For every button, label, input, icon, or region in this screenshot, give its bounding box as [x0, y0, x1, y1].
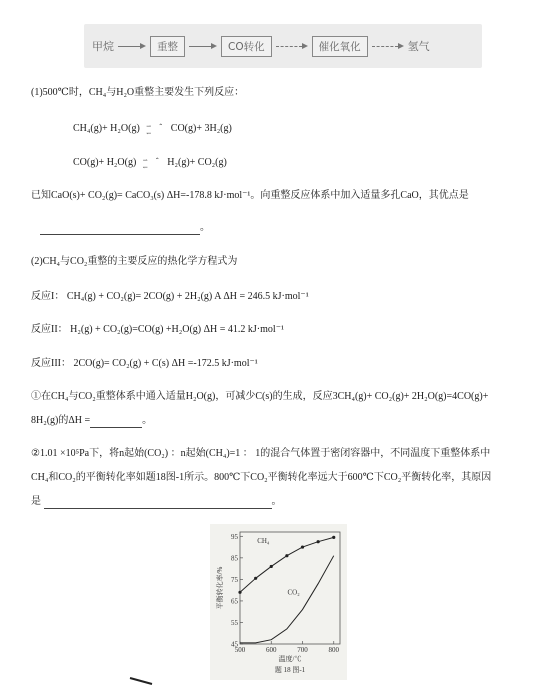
ch4-point [238, 591, 241, 594]
ch4-point [317, 540, 320, 543]
flow-arrow-dashed [372, 43, 404, 49]
q1-equation-1 [73, 122, 232, 136]
y-axis-label: 平衡转化率/% [216, 566, 224, 610]
series-line-co2 [240, 556, 334, 643]
q2-sub2-line1: ②1.01 ×10⁵Pa下，将n起始(CO₂) ：n起始(CH₄)=1 ： 1的混合气体置于密闭容器中，不同温度下重整体系中 [31, 448, 491, 459]
q2-sub2-line3 [31, 495, 282, 509]
q1-answer-blank [40, 221, 210, 235]
q2-reaction-3: 反应III： 2CO(g)= CO₂(g) + C(s) ΔH =-172.5 kJ·mol⁻¹ [31, 358, 258, 369]
x-tick-label: 800 [328, 646, 339, 654]
q1-equation-2 [73, 156, 227, 170]
flow-step-2: CO转化 [221, 36, 272, 57]
q2-sub1-line1: ①在CH₄与CO₂重整体系中通入适量H₂O(g)，可减少C(s)的生成，反应3CH₄(g)+ CO₂(g)+ 2H₂O(g)=4CO(g)+ [31, 391, 489, 402]
reversible-arrow-icon: ⇀ ↽ ⌃ [146, 123, 164, 137]
q2-reaction-2: 反应II： H₂(g) + CO₂(g)=CO(g) +H₂O(g) ΔH = 41.2 kJ·mol⁻¹ [31, 324, 284, 335]
sub2-prefix: 是 [31, 496, 41, 507]
cursor-icon [128, 676, 154, 686]
figure-caption: 题 18 图-1 [274, 666, 306, 674]
x-tick-label: 700 [297, 646, 308, 654]
series-label-ch4: CH₄ [257, 536, 270, 545]
period: 。 [271, 496, 282, 507]
q1-intro: (1)500℃时，CH₄与H₂O重整主要发生下列反应： [31, 87, 245, 98]
flow-end: 氢气 [407, 40, 430, 53]
process-flow-diagram [84, 24, 482, 68]
x-tick-label: 600 [266, 646, 277, 654]
sub1-prefix: 8H₂(g)的ΔH = [31, 415, 91, 426]
chart-svg [210, 524, 347, 680]
flow-step-1: 重整 [150, 36, 185, 57]
flow-start: 甲烷 [92, 40, 114, 53]
period: 。 [142, 415, 153, 426]
flow-step-3: 催化氧化 [312, 36, 368, 57]
q2-intro: (2)CH₄与CO₂重整的主要反应的热化学方程式为 [31, 256, 238, 267]
x-axis-label: 温度/℃ [278, 655, 302, 663]
y-tick-label: 75 [231, 575, 238, 584]
q2-sub1-line2 [31, 414, 152, 428]
equation-right: H₂(g)+ CO₂(g) [167, 157, 227, 168]
y-tick-label: 95 [231, 532, 238, 541]
equation-left: CO(g)+ H₂O(g) [73, 157, 137, 168]
conversion-rate-chart [210, 524, 347, 680]
answer-blank[interactable] [90, 418, 142, 428]
reversible-arrow-icon: ⇀ ↽ ⌃ [142, 157, 160, 171]
series-line-ch4 [240, 537, 334, 592]
answer-blank[interactable] [40, 225, 200, 235]
equation-left: CH₄(g)+ H₂O(g) [73, 123, 140, 134]
answer-blank[interactable] [44, 499, 272, 509]
flow-arrow [118, 43, 146, 49]
series-label-co2: CO₂ [287, 588, 300, 597]
y-tick-label: 65 [231, 597, 238, 606]
x-tick-label: 500 [234, 646, 246, 654]
ch4-point [270, 565, 273, 568]
q1-known: 已知CaO(s)+ CO₂(g)= CaCO₃(s) ΔH=-178.8 kJ·mol⁻¹。向重整反应体系中加入适量多孔CaO，其优点是 [31, 190, 469, 201]
q2-reaction-1: 反应I： CH₄(g) + CO₂(g)= 2CO(g) + 2H₂(g) A ΔH = 246.5 kJ·mol⁻¹ [31, 291, 309, 302]
flow-arrow [189, 43, 217, 49]
ch4-point [301, 545, 304, 548]
y-tick-label: 45 [231, 640, 238, 649]
y-tick-label: 55 [231, 618, 238, 627]
flow-arrow-dashed [276, 43, 308, 49]
equation-right: CO(g)+ 3H₂(g) [170, 123, 232, 134]
ch4-point [332, 536, 335, 539]
ch4-point [254, 577, 257, 580]
y-tick-label: 85 [231, 554, 238, 563]
q2-sub2-line2: CH₄和CO₂的平衡转化率如题18图-1所示。800℃下CO₂平衡转化率远大于600℃下CO₂平衡转化率，其原因 [31, 472, 492, 483]
ch4-point [285, 554, 288, 557]
period: 。 [200, 222, 210, 233]
